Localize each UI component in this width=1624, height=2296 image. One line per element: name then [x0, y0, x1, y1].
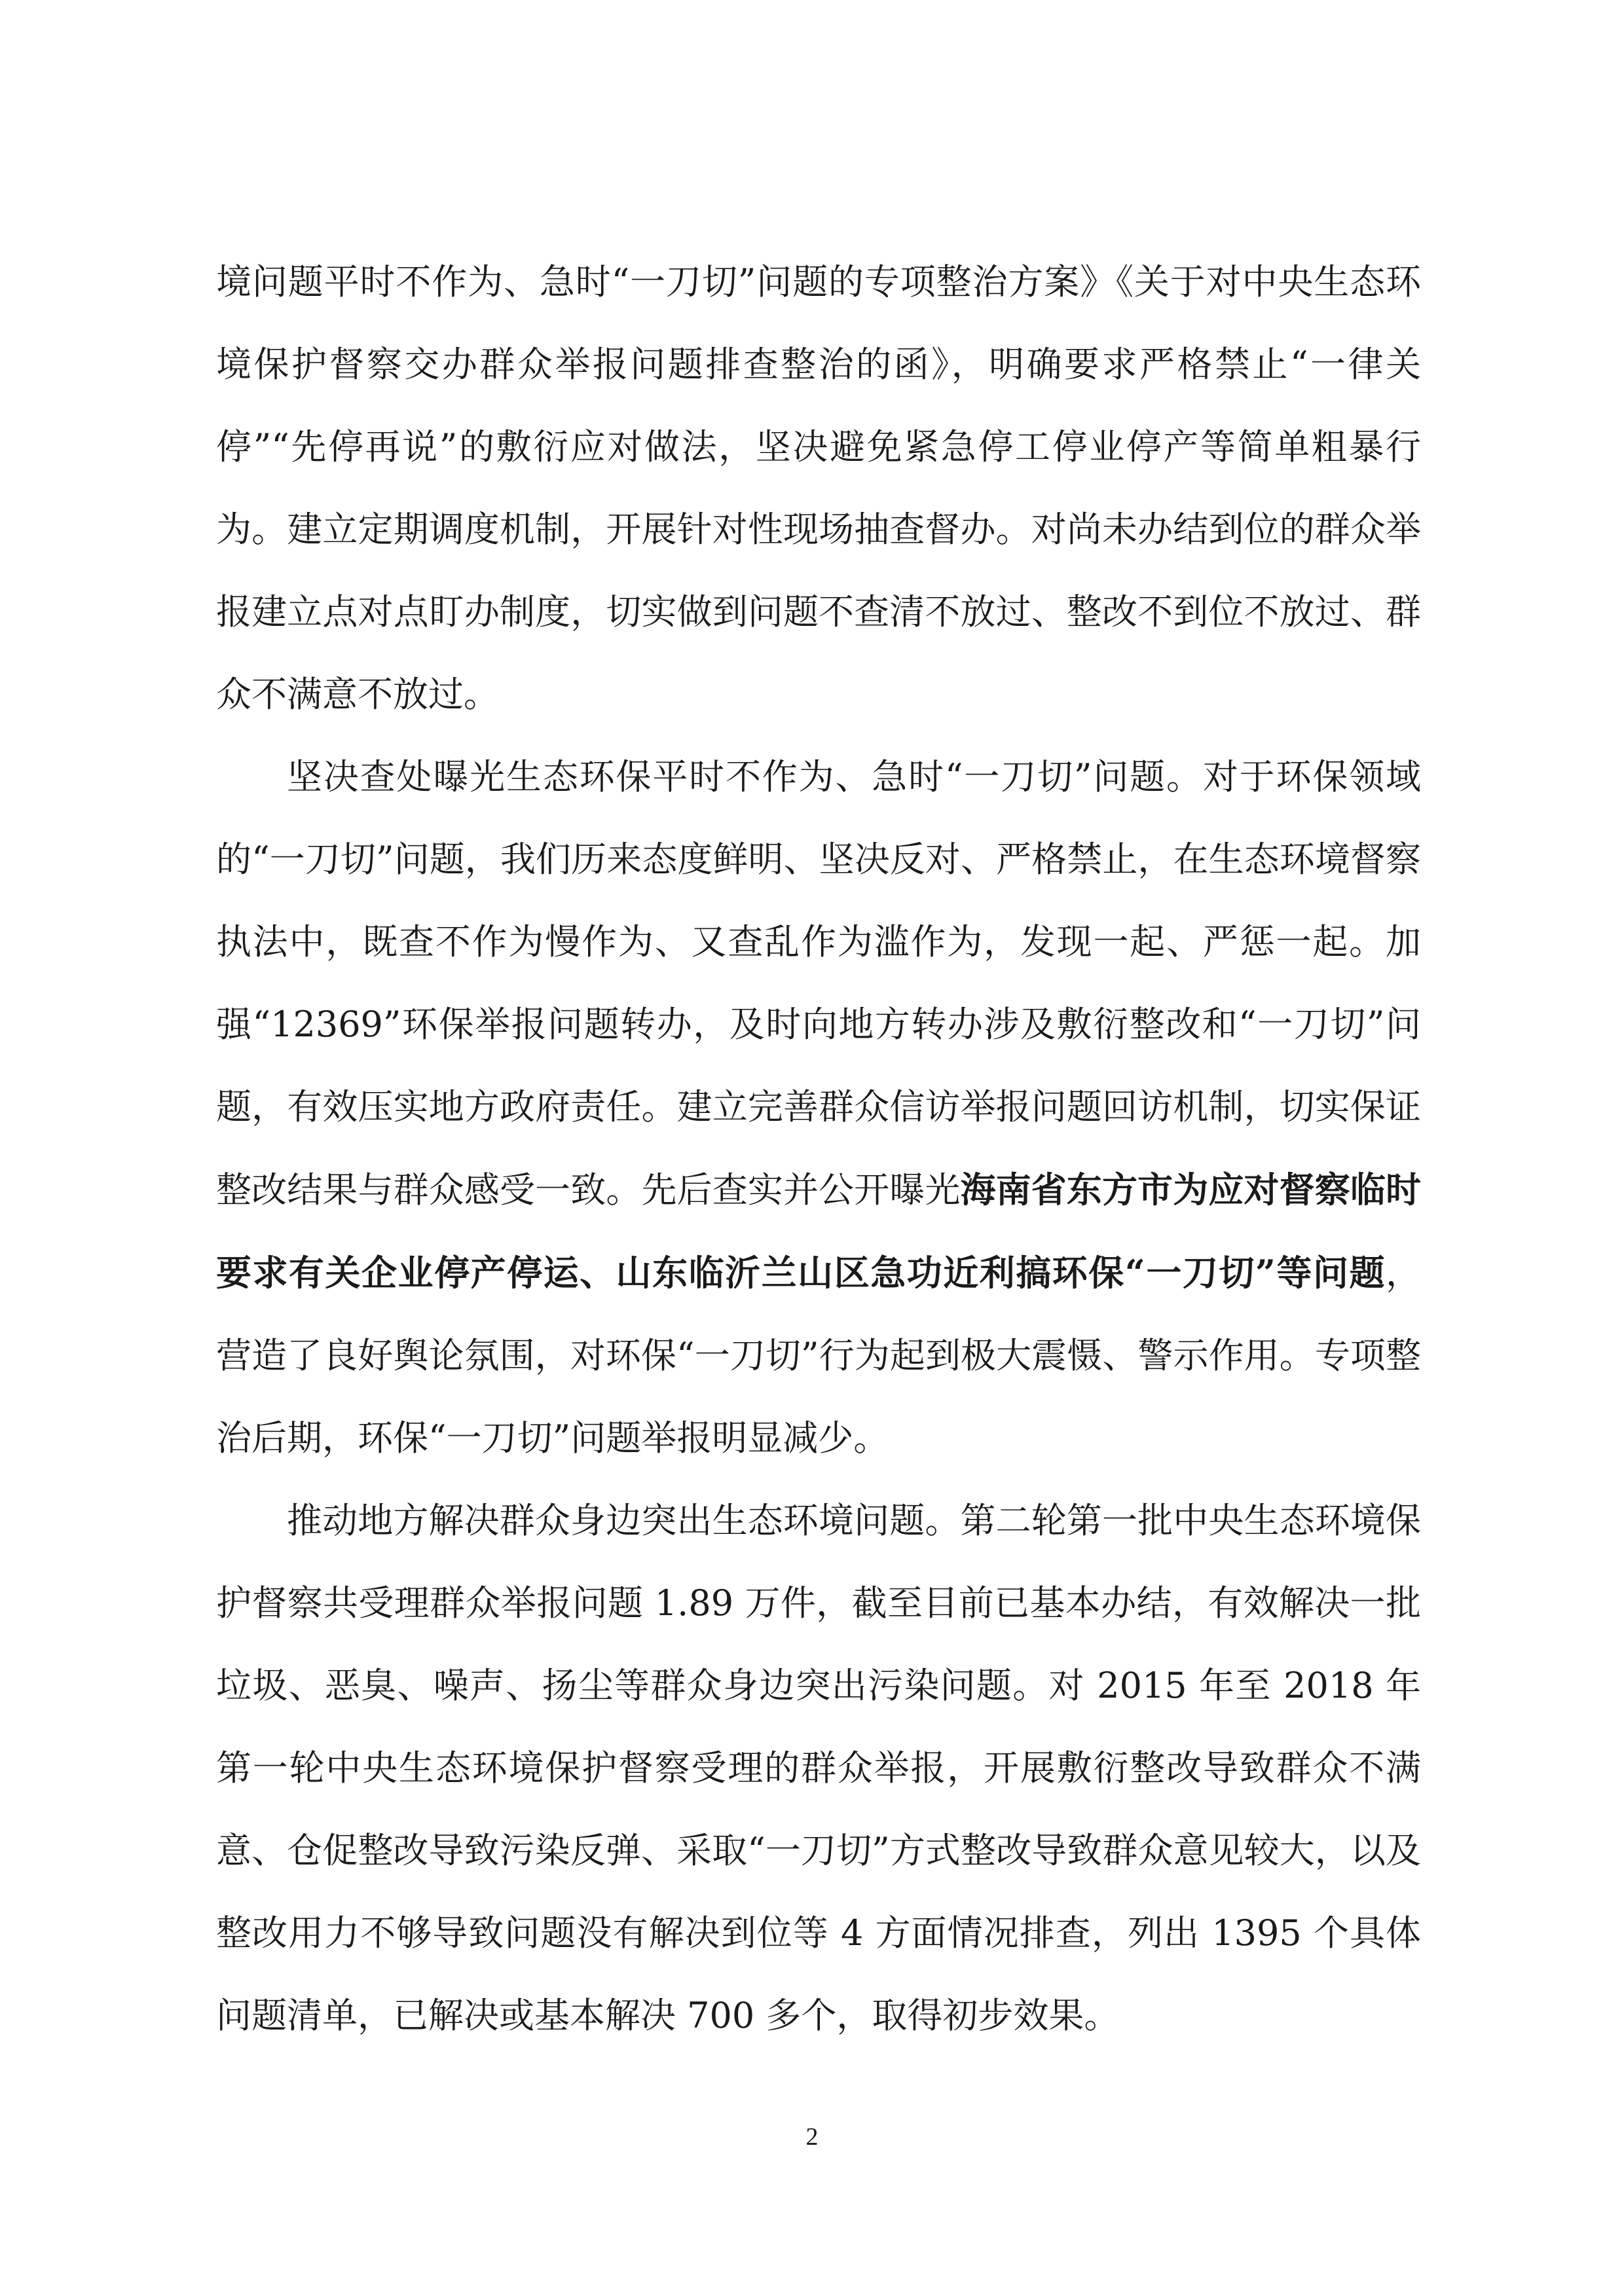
- paragraph-investigate-expose: [216, 736, 1421, 1480]
- paragraph-text: ，营造了良好舆论氛围，对环保“一刀切”行为起到极大震慑、警示作用。专项整治后期，环保“一刀切”问题举报明显减少。: [216, 1252, 1421, 1459]
- page-number: 2: [805, 2123, 819, 2151]
- paragraph-text: 坚决查处曝光生态环保平时不作为、急时“一刀切”问题。对于环保领域的“一刀切”问题，我们历来态度鲜明、坚决反对、严格禁止，在生态环境督察执法中，既查不作为慢作为、又查乱作为滥作为，发现一起、严惩一起。加强“12369”环保举报问题转办，及时向地方转办涉及敷衍整改和“一刀切”问题，有效压实地方政府责任。建立完善群众信访举报问题回访机制，切实保证整改结果与群众感受一致。先后查实并公开曝光: [216, 756, 1421, 1211]
- paragraph-continuation: [216, 241, 1421, 736]
- paragraph-text: 推动地方解决群众身边突出生态环境问题。第二轮第一批中央生态环境保护督察共受理群众举报问题 1.89 万件，截至目前已基本办结，有效解决一批垃圾、恶臭、噪声、扬尘等群众身边突出污染问题。对 2015 年至 2018 年第一轮中央生态环境保护督察受理的群众举报，开展敷衍整改导致群众不满意、仓促整改导致污染反弹、采取“一刀切”方式整改导致群众意见较大，以及整改用力不够导致问题没有解决到位等 4 方面情况排查，列出 1395 个具体问题清单，已解决或基本解决 700 多个，取得初步效果。: [216, 1500, 1421, 2036]
- paragraph-resolve-issues: [216, 1480, 1421, 2057]
- body-text: [216, 241, 1421, 2057]
- paragraph-text: 境问题平时不作为、急时“一刀切”问题的专项整治方案》《关于对中央生态环境保护督察交办群众举报问题排查整治的函》，明确要求严格禁止“一律关停”“先停再说”的敷衍应对做法，坚决避免紧急停工停业停产等简单粗暴行为。建立定期调度机制，开展针对性现场抽查督办。对尚未办结到位的群众举报建立点对点盯办制度，切实做到问题不查清不放过、整改不到位不放过、群众不满意不放过。: [216, 261, 1421, 715]
- bold-highlight-text: 海南省东方市为应对督察临时要求有关企业停产停运、山东临沂兰山区急功近利搞环保“一刀切”等问题: [216, 1169, 1422, 1294]
